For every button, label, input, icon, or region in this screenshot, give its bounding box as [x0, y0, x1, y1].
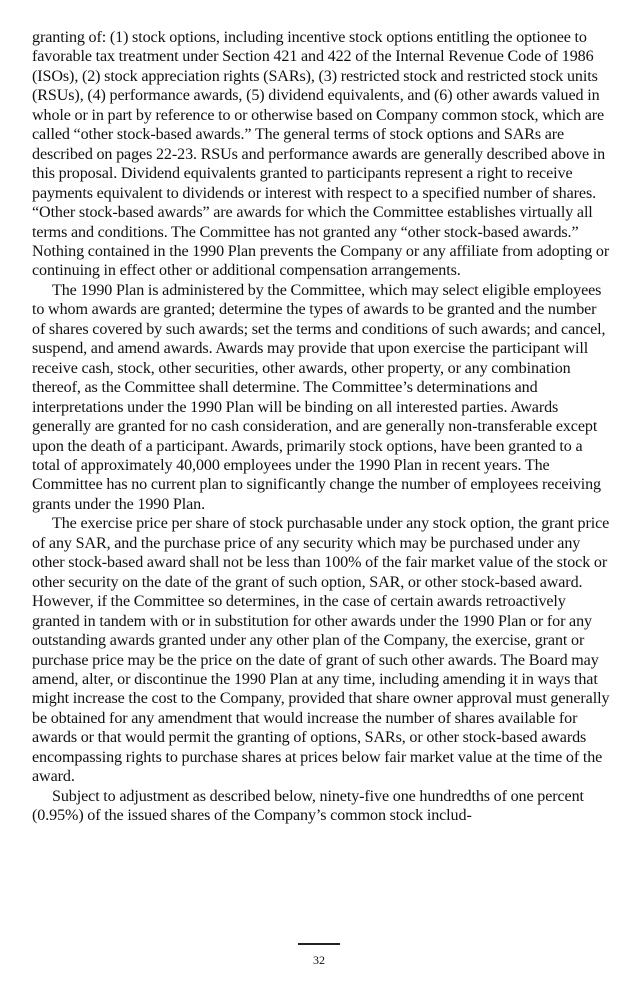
paragraph-plan-administration: The 1990 Plan is administered by the Committee, which may select eligible employees to whom awards are granted; determine the types of awards to be granted and the number of shares covered by such awards; set the terms and conditions of such awards; and cancel, suspend, and amend awards. Awards may provide that upon exercise the participant will receive cash, stock, other securities, other awards, other property, or any combination thereof, as the Committee shall determine. The Committee’s determinations and interpretations under the 1990 Plan will be binding on all interested parties. Awards generally are granted for no cash consideration, and are generally non-transferable except upon the death of a participant. Awards, primarily stock options, have been granted to a total of approximately 40,000 employees under the 1990 Plan in recent years. The Committee has no current plan to significantly change the number of employees receiving grants under the 1990 Plan. — [32, 281, 606, 513]
document-page — [32, 28, 612, 826]
footer-rule — [298, 943, 340, 945]
paragraph-share-adjustment: Subject to adjustment as described below, ninety-five one hundredths of one percent (0.95%) of the issued shares of the Company’s common stock includ- — [32, 787, 584, 825]
page-number: 32 — [313, 953, 325, 967]
paragraph-exercise-price: The exercise price per share of stock purchasable under any stock option, the grant price of any SAR, and the purchase price of any security which may be purchased under any other stock-based award shall not be less than 100% of the fair market value of the stock or other security on the date of the grant of such option, SAR, or other stock-based award. However, if the Committee so determines, in the case of certain awards retroactively granted in tandem with or in substitution for other awards under the 1990 Plan or for any outstanding awards granted under any other plan of the Company, the exercise, grant or purchase price may be the price on the date of grant of such other awards. The Board may amend, alter, or discontinue the 1990 Plan at any time, including amending it in ways that might increase the cost to the Company, provided that share owner approval must generally be obtained for any amendment that would increase the number of shares available for awards or that would permit the granting of options, SARs, or other stock-based awards encompassing rights to purchase shares at prices below fair market value at the time of the award. — [32, 515, 610, 786]
paragraph-award-types: granting of: (1) stock options, including incentive stock options entitling the optionee to favorable tax treatment under Section 421 and 422 of the Internal Revenue Code of 1986 (ISOs), (2) stock appreciation rights (SARs), (3) restricted stock and restricted stock units (RSUs), (4) performance awards, (5) dividend equivalents, and (6) other awards valued in whole or in part by reference to or otherwise based on Company common stock, which are called “other stock-based awards.” The general terms of stock options and SARs are described on pages 22-23. RSUs and performance awards are generally described above in this proposal. Dividend equivalents granted to participants represent a right to receive payments equivalent to dividends or interest with respect to a specified number of shares. “Other stock-based awards” are awards for which the Committee establishes virtually all terms and conditions. The Committee has not granted any “other stock-based awards.” Nothing contained in the 1990 Plan prevents the Company or any affiliate from adopting or continuing in effect other or additional compensation arrangements. — [32, 29, 610, 280]
